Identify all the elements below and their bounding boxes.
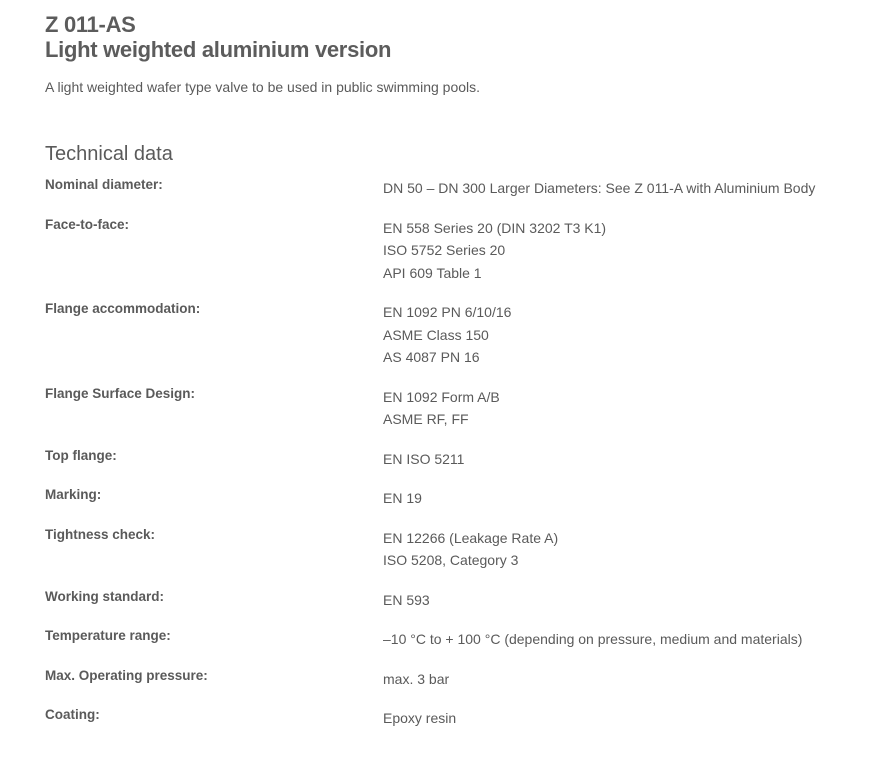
spec-value-line: AS 4087 PN 16 (383, 349, 480, 365)
spec-value-line: ISO 5752 Series 20 (383, 242, 506, 258)
spec-label: Temperature range: (45, 628, 171, 643)
spec-value-line: EN 19 (383, 490, 422, 506)
spec-label: Working standard: (45, 588, 165, 604)
product-code: Z 011-AS (45, 12, 136, 37)
spec-value-line: EN ISO 5211 (383, 450, 465, 467)
spec-value-line: ASME Class 150 (383, 326, 489, 343)
spec-label: Coating: (45, 707, 100, 722)
spec-label: Top flange: (45, 447, 117, 463)
spec-value-line: EN 593 (383, 591, 430, 608)
spec-value (383, 176, 845, 200)
technical-data-heading: Technical data (45, 143, 173, 165)
spec-row-coating (45, 706, 845, 730)
spec-value-line: EN 1092 Form A/B (383, 388, 500, 405)
spec-label: Flange Surface Design: (45, 385, 196, 401)
product-description: A light weighted wafer type valve to be used in public swimming pools. (45, 79, 481, 95)
spec-value (383, 667, 845, 691)
spec-row-nominal-diameter (45, 176, 845, 200)
spec-value-line: DN 50 – DN 300 Larger Diameters: See Z 011-A with Aluminium Body (383, 180, 816, 196)
spec-value (383, 216, 845, 285)
spec-label: Face-to-face: (45, 216, 130, 232)
spec-value (383, 447, 845, 471)
spec-row-max-operating-pressure (45, 667, 845, 691)
spec-value (383, 385, 845, 431)
spec-value-line: EN 558 Series 20 (DIN 3202 T3 K1) (383, 219, 607, 236)
spec-row-face-to-face (45, 216, 845, 285)
spec-value-line: ASME RF, FF (383, 411, 469, 427)
product-title: Light weighted aluminium version (45, 37, 392, 62)
spec-row-flange-accommodation (45, 300, 845, 369)
spec-label: Flange accommodation: (45, 301, 201, 316)
spec-value (383, 588, 845, 612)
spec-value-line: Epoxy resin (383, 710, 457, 726)
technical-data-table (45, 176, 845, 730)
spec-row-marking (45, 486, 845, 510)
spec-value-line: API 609 Table 1 (383, 264, 482, 281)
spec-value-line: EN 1092 PN 6/10/16 (383, 304, 512, 320)
spec-row-tightness-check (45, 526, 845, 572)
spec-value-line: ISO 5208, Category 3 (383, 552, 519, 568)
spec-row-working-standard (45, 588, 845, 612)
spec-row-top-flange (45, 447, 845, 471)
spec-row-flange-surface-design (45, 385, 845, 431)
spec-label: Tightness check: (45, 526, 156, 542)
spec-value (383, 706, 845, 730)
spec-value-line: –10 °C to + 100 °C (depending on pressure, medium and materials) (383, 631, 803, 647)
spec-value-line: EN 12266 (Leakage Rate A) (383, 529, 559, 546)
spec-label: Marking: (45, 487, 102, 502)
spec-value (383, 300, 845, 369)
spec-value (383, 526, 845, 572)
spec-row-temperature-range (45, 627, 845, 651)
spec-value-line: max. 3 bar (383, 670, 450, 687)
spec-label: Nominal diameter: (45, 177, 163, 192)
spec-label: Max. Operating pressure: (45, 667, 208, 683)
spec-value (383, 627, 845, 651)
spec-value (383, 486, 845, 510)
